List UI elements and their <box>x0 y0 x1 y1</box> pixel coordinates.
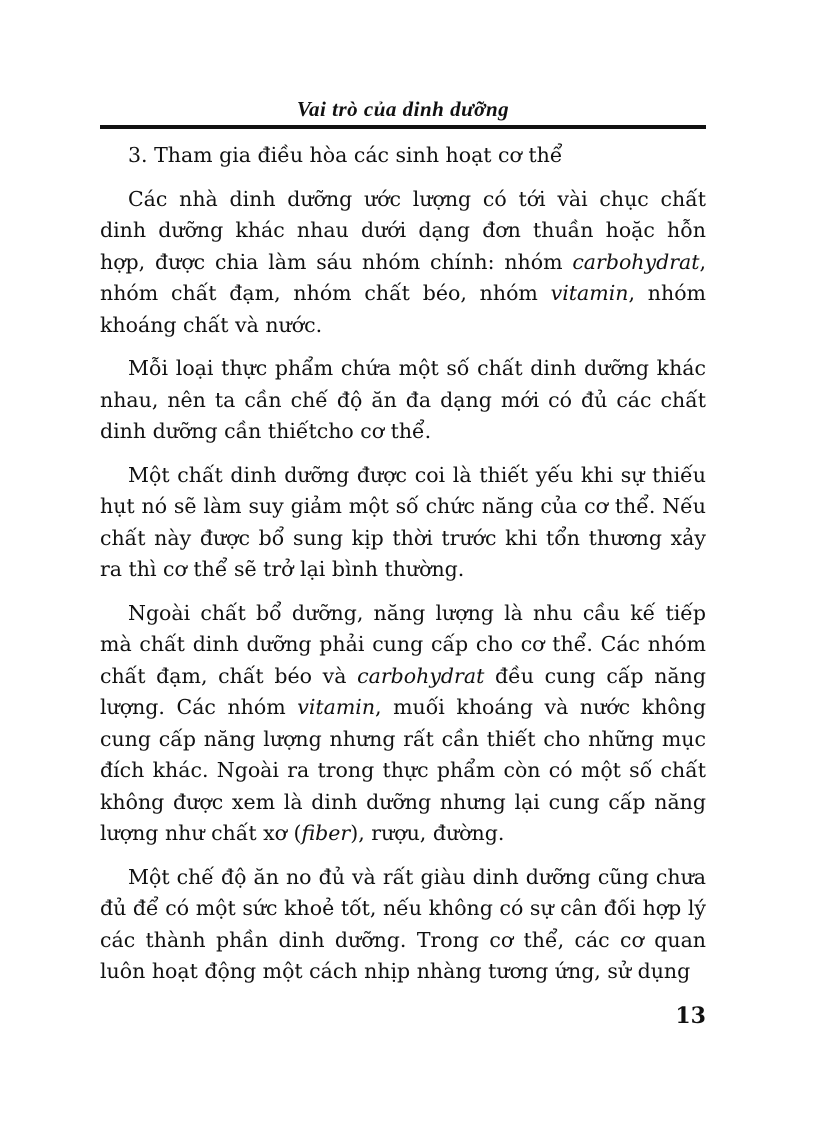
text-run: , muối khoáng và nước không cung cấp năng lượng nhưng rất cần thiết cho những mục đích khác. Ngoài ra trong thực phẩm còn có một số chất không được xem là dinh dưỡng nhưng lại cung cấp năng lượng như chất xơ ( <box>100 695 706 845</box>
italic-term: carbohydrat <box>357 663 485 688</box>
text-run: Mỗi loại thực phẩm chứa một số chất dinh dưỡng khác nhau, nên ta cần chế độ ăn đa dạng mới có đủ các chất dinh dưỡng cần thiếtcho cơ thể. <box>100 356 706 443</box>
italic-term: carbohydrat <box>572 249 700 274</box>
page-number: 13 <box>675 1003 706 1029</box>
text-run: Ngoài chất bổ dưỡng, năng lượng là nhu cầu kế tiếp mà chất dinh dưỡng phải cung cấp cho cơ thể. Các nhóm chất đạm, chất béo và <box>100 600 706 688</box>
text-run: Một chất dinh dưỡng được coi là thiết yếu khi sự thiếu hụt nó sẽ làm suy giảm một số chức năng của cơ thể. Nếu chất này được bổ sung kịp thời trước khi tổn thương xảy ra thì cơ thể sẽ trở lại bình thường. <box>100 462 706 581</box>
text-run: Một chế độ ăn no đủ và rất giàu dinh dưỡng cũng chưa đủ để có một sức khoẻ tốt, nếu không có sự cân đối hợp lý các thành phần dinh dưỡng. Trong cơ thể, các cơ quan luôn hoạt động một cách nhịp nhàng tương ứng, sử dụng <box>100 864 706 983</box>
running-header: Vai trò của dinh dưỡng <box>296 97 510 121</box>
text-run: , nhóm khoáng chất và nước. <box>100 281 706 337</box>
paragraph-nutrient-groups <box>100 184 706 342</box>
text-run: đều cung cấp năng lượng. Các nhóm <box>100 663 706 719</box>
paragraph-varied-diet <box>100 353 706 448</box>
paragraph-energy <box>100 598 706 850</box>
paragraph-balanced-diet <box>100 862 706 988</box>
text-run: 3. Tham gia điều hòa các sinh hoạt cơ thể <box>128 143 563 167</box>
italic-term: vitamin <box>297 695 376 719</box>
italic-term: vitamin <box>550 281 629 305</box>
text-run: ), rượu, đường. <box>350 821 505 845</box>
text-run: Các nhà dinh dưỡng ước lượng có tới vài chục chất dinh dưỡng khác nhau dưới dạng đơn thuần hoặc hỗn hợp, được chia làm sáu nhóm chính: nhóm <box>100 186 706 274</box>
header-rule <box>100 125 706 129</box>
text-run: , nhóm chất đạm, nhóm chất béo, nhóm <box>100 249 706 305</box>
paragraph-essential-nutrient <box>100 460 706 586</box>
section-heading <box>100 140 706 172</box>
italic-term: fiber <box>301 821 351 845</box>
body-text <box>100 140 706 1000</box>
